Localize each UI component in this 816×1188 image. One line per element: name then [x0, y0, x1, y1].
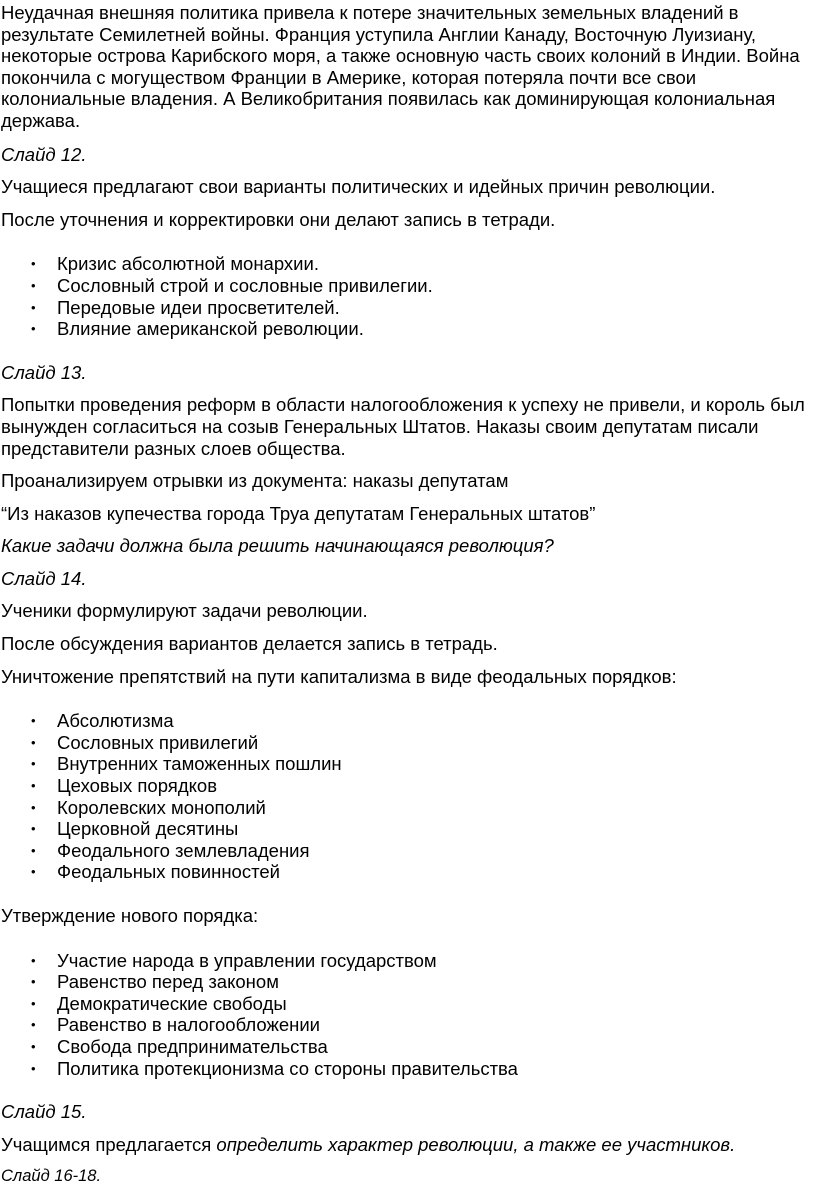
bullet-icon: • — [31, 864, 36, 880]
slide-14-paragraph-3: Уничтожение препятствий на пути капитализма в виде феодальных порядков: — [1, 665, 677, 687]
list-item: • Свобода предпринимательства — [31, 1035, 328, 1057]
intro-paragraph: Неудачная внешняя политика привела к потере значительных земельных владений в результате Семилетней войны. Франция уступила Англии Канаду, Восточную Луизиану, некоторые острова Карибского моря, а также основную часть своих колоний в Индии. Война покончила с могуществом Франции в Америке, которая потеряла почти все свои колониальные владения. А Великобритания появилась как доминирующая колониальная держава. — [1, 2, 800, 131]
slide-12-paragraph-2: После уточнения и корректировки они делают запись в тетради. — [1, 208, 556, 230]
bullet-icon: • — [31, 734, 36, 750]
bullet-icon: • — [31, 995, 36, 1011]
list-item: • Участие народа в управлении государством — [31, 949, 437, 971]
slide-13-paragraph-1: Попытки проведения реформ в области налогообложения к успеху не привели, и король был вынужден согласиться на созыв Генеральных Штатов. Наказы своим депутатам писали представители разных слоев общества. — [1, 394, 805, 459]
bullet-icon: • — [31, 799, 36, 815]
list-item: • Абсолютизма — [31, 710, 174, 732]
bullet-icon: • — [31, 1060, 36, 1076]
list-item: • Феодального землевладения — [31, 839, 310, 861]
bullet-icon: • — [31, 277, 36, 293]
slide-13-question: Какие задачи должна была решить начинающаяся революция? — [1, 535, 554, 557]
bullet-icon: • — [31, 756, 36, 772]
list-item: • Равенство в налогообложении — [31, 1014, 320, 1036]
new-order-list — [1, 950, 810, 1080]
slide-12-heading: Слайд 12. — [1, 143, 87, 165]
list-item: • Сословных привилегий — [31, 731, 259, 753]
slide-14-paragraph-4: Утверждение нового порядка: — [1, 905, 259, 926]
revolution-causes-list — [1, 253, 810, 339]
list-item: • Политика протекционизма со стороны правительства — [31, 1057, 518, 1079]
slide-15-heading: Слайд 15. — [1, 1101, 87, 1123]
slide-15-text-plain: Учащимся предлагается — [1, 1133, 217, 1155]
list-item: • Церковной десятины — [31, 818, 239, 840]
list-item: • Феодальных повинностей — [31, 861, 280, 883]
bullet-icon: • — [31, 1017, 36, 1033]
list-item: • Демократические свободы — [31, 992, 287, 1014]
slide-15-paragraph — [1, 1134, 810, 1156]
list-item: • Внутренних таможенных пошлин — [31, 753, 342, 775]
bullet-icon: • — [31, 842, 36, 858]
bullet-icon: • — [31, 1038, 36, 1054]
slide-12-paragraph-1: Учащиеся предлагают свои варианты политических и идейных причин революции. — [1, 176, 716, 198]
list-item: • Кризис абсолютной монархии. — [31, 253, 319, 275]
slide-16-18-heading: Слайд 16-18. — [1, 1167, 102, 1186]
list-item: • Королевских монополий — [31, 796, 266, 818]
list-item: • Влияние американской революции. — [31, 318, 364, 340]
bullet-icon: • — [31, 974, 36, 990]
bullet-icon: • — [31, 778, 36, 794]
bullet-icon: • — [31, 713, 36, 729]
slide-15-text-italic: определить характер революции, а также ее участников. — [216, 1133, 736, 1155]
bullet-icon: • — [31, 299, 36, 315]
slide-13-heading: Слайд 13. — [1, 361, 87, 383]
list-item: • Равенство перед законом — [31, 971, 279, 993]
slide-14-heading: Слайд 14. — [1, 567, 87, 589]
feudal-obstacles-list — [1, 710, 810, 883]
list-item: • Сословный строй и сословные привилегии. — [31, 274, 433, 296]
list-item: • Цеховых порядков — [31, 775, 218, 797]
slide-14-paragraph-2: После обсуждения вариантов делается запись в тетрадь. — [1, 633, 498, 655]
slide-13-paragraph-3: “Из наказов купечества города Труа депутатам Генеральных штатов” — [1, 502, 596, 524]
bullet-icon: • — [31, 821, 36, 837]
slide-13-paragraph-2: Проанализируем отрывки из документа: наказы депутатам — [1, 470, 509, 492]
bullet-icon: • — [31, 952, 36, 968]
slide-14-paragraph-1: Ученики формулируют задачи революции. — [1, 600, 368, 622]
list-item: • Передовые идеи просветителей. — [31, 296, 340, 318]
bullet-icon: • — [31, 321, 36, 337]
bullet-icon: • — [31, 256, 36, 272]
